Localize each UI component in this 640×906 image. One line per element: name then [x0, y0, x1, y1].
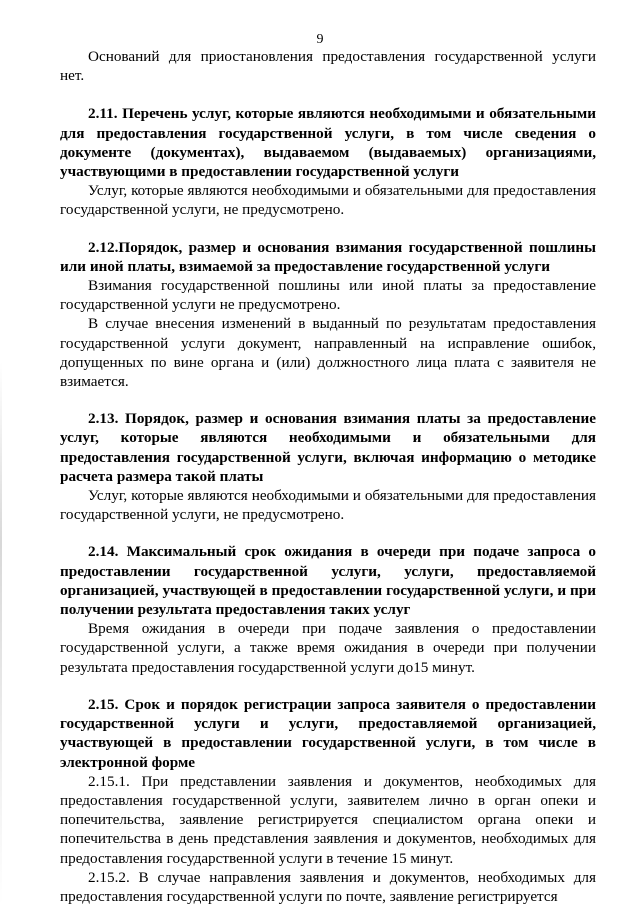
paragraph-2-11-body: Услуг, которые являются необходимыми и обязательными для предоставления государственной услуги, не предусмотрено.: [60, 182, 596, 219]
paragraph-2-13-body: Услуг, которые являются необходимыми и обязательными для предоставления государственной услуги, не предусмотрено.: [60, 487, 596, 524]
paragraph-2-12-body-1: Взимания государственной пошлины или иной платы за предоставление государственной услуги не предусмотрено.: [60, 277, 596, 314]
paragraph-2-12-body-2: В случае внесения изменений в выданный по результатам предоставления государственной услуги документ, направленный на исправление ошибок, допущенных по вине органа и (или) должностного лица плата с заявителя не взимается.: [60, 315, 596, 391]
page-number: 9: [316, 32, 324, 47]
heading-2-11: 2.11. Перечень услуг, которые являются необходимыми и обязательными для предоставления государственной услуги, в том числе сведения о документе (документах), выдаваемом (выдаваемых) организациями, участвующими в предоставлении государственной услуги: [60, 105, 596, 181]
paragraph-2-14-body: Время ожидания в очереди при подаче заявления о предоставлении государственной услуги, а также время ожидания в очереди при получении результата предоставления государственной услуги до15 минут.: [60, 620, 596, 676]
paragraph-2-15-2: 2.15.2. В случае направления заявления и документов, необходимых для предоставления государственной услуги по почте, заявление регистрируется: [60, 868, 596, 905]
heading-2-15: 2.15. Срок и порядок регистрации запроса заявителя о предоставлении государственной услуги и услуги, предоставляемой организацией, участвующей в предоставлении государственной услуги, в том числе в электронной форме: [60, 695, 596, 771]
heading-2-14: 2.14. Максимальный срок ожидания в очереди при подаче запроса о предоставлении государственной услуги, услуги, предоставляемой организацией, участвующей в предоставлении государственной услуги, и при получении результата предоставления таких услуг: [60, 543, 596, 619]
heading-2-13: 2.13. Порядок, размер и основания взимания платы за предоставление услуг, которые являются необходимыми и обязательными для предоставления государственной услуги, включая информацию о методике расчета размера такой платы: [60, 410, 596, 485]
scan-edge-shadow: [0, 0, 2, 905]
document-body: [60, 47, 596, 906]
heading-2-12: 2.12.Порядок, размер и основания взимания государственной пошлины или иной платы, взимаемой за предоставление государственной услуги: [60, 238, 596, 275]
paragraph-no-grounds: Оснований для приостановления предоставления государственной услуги нет.: [60, 48, 596, 85]
paragraph-2-15-1: 2.15.1. При представлении заявления и документов, необходимых для предоставления государственной услуги, заявителем лично в орган опеки и попечительства, заявление регистрируется специалистом органа опеки и попечительства в день представления заявления и документов, необходимых для предоставления государственной услуги в течение 15 минут.: [60, 772, 596, 867]
